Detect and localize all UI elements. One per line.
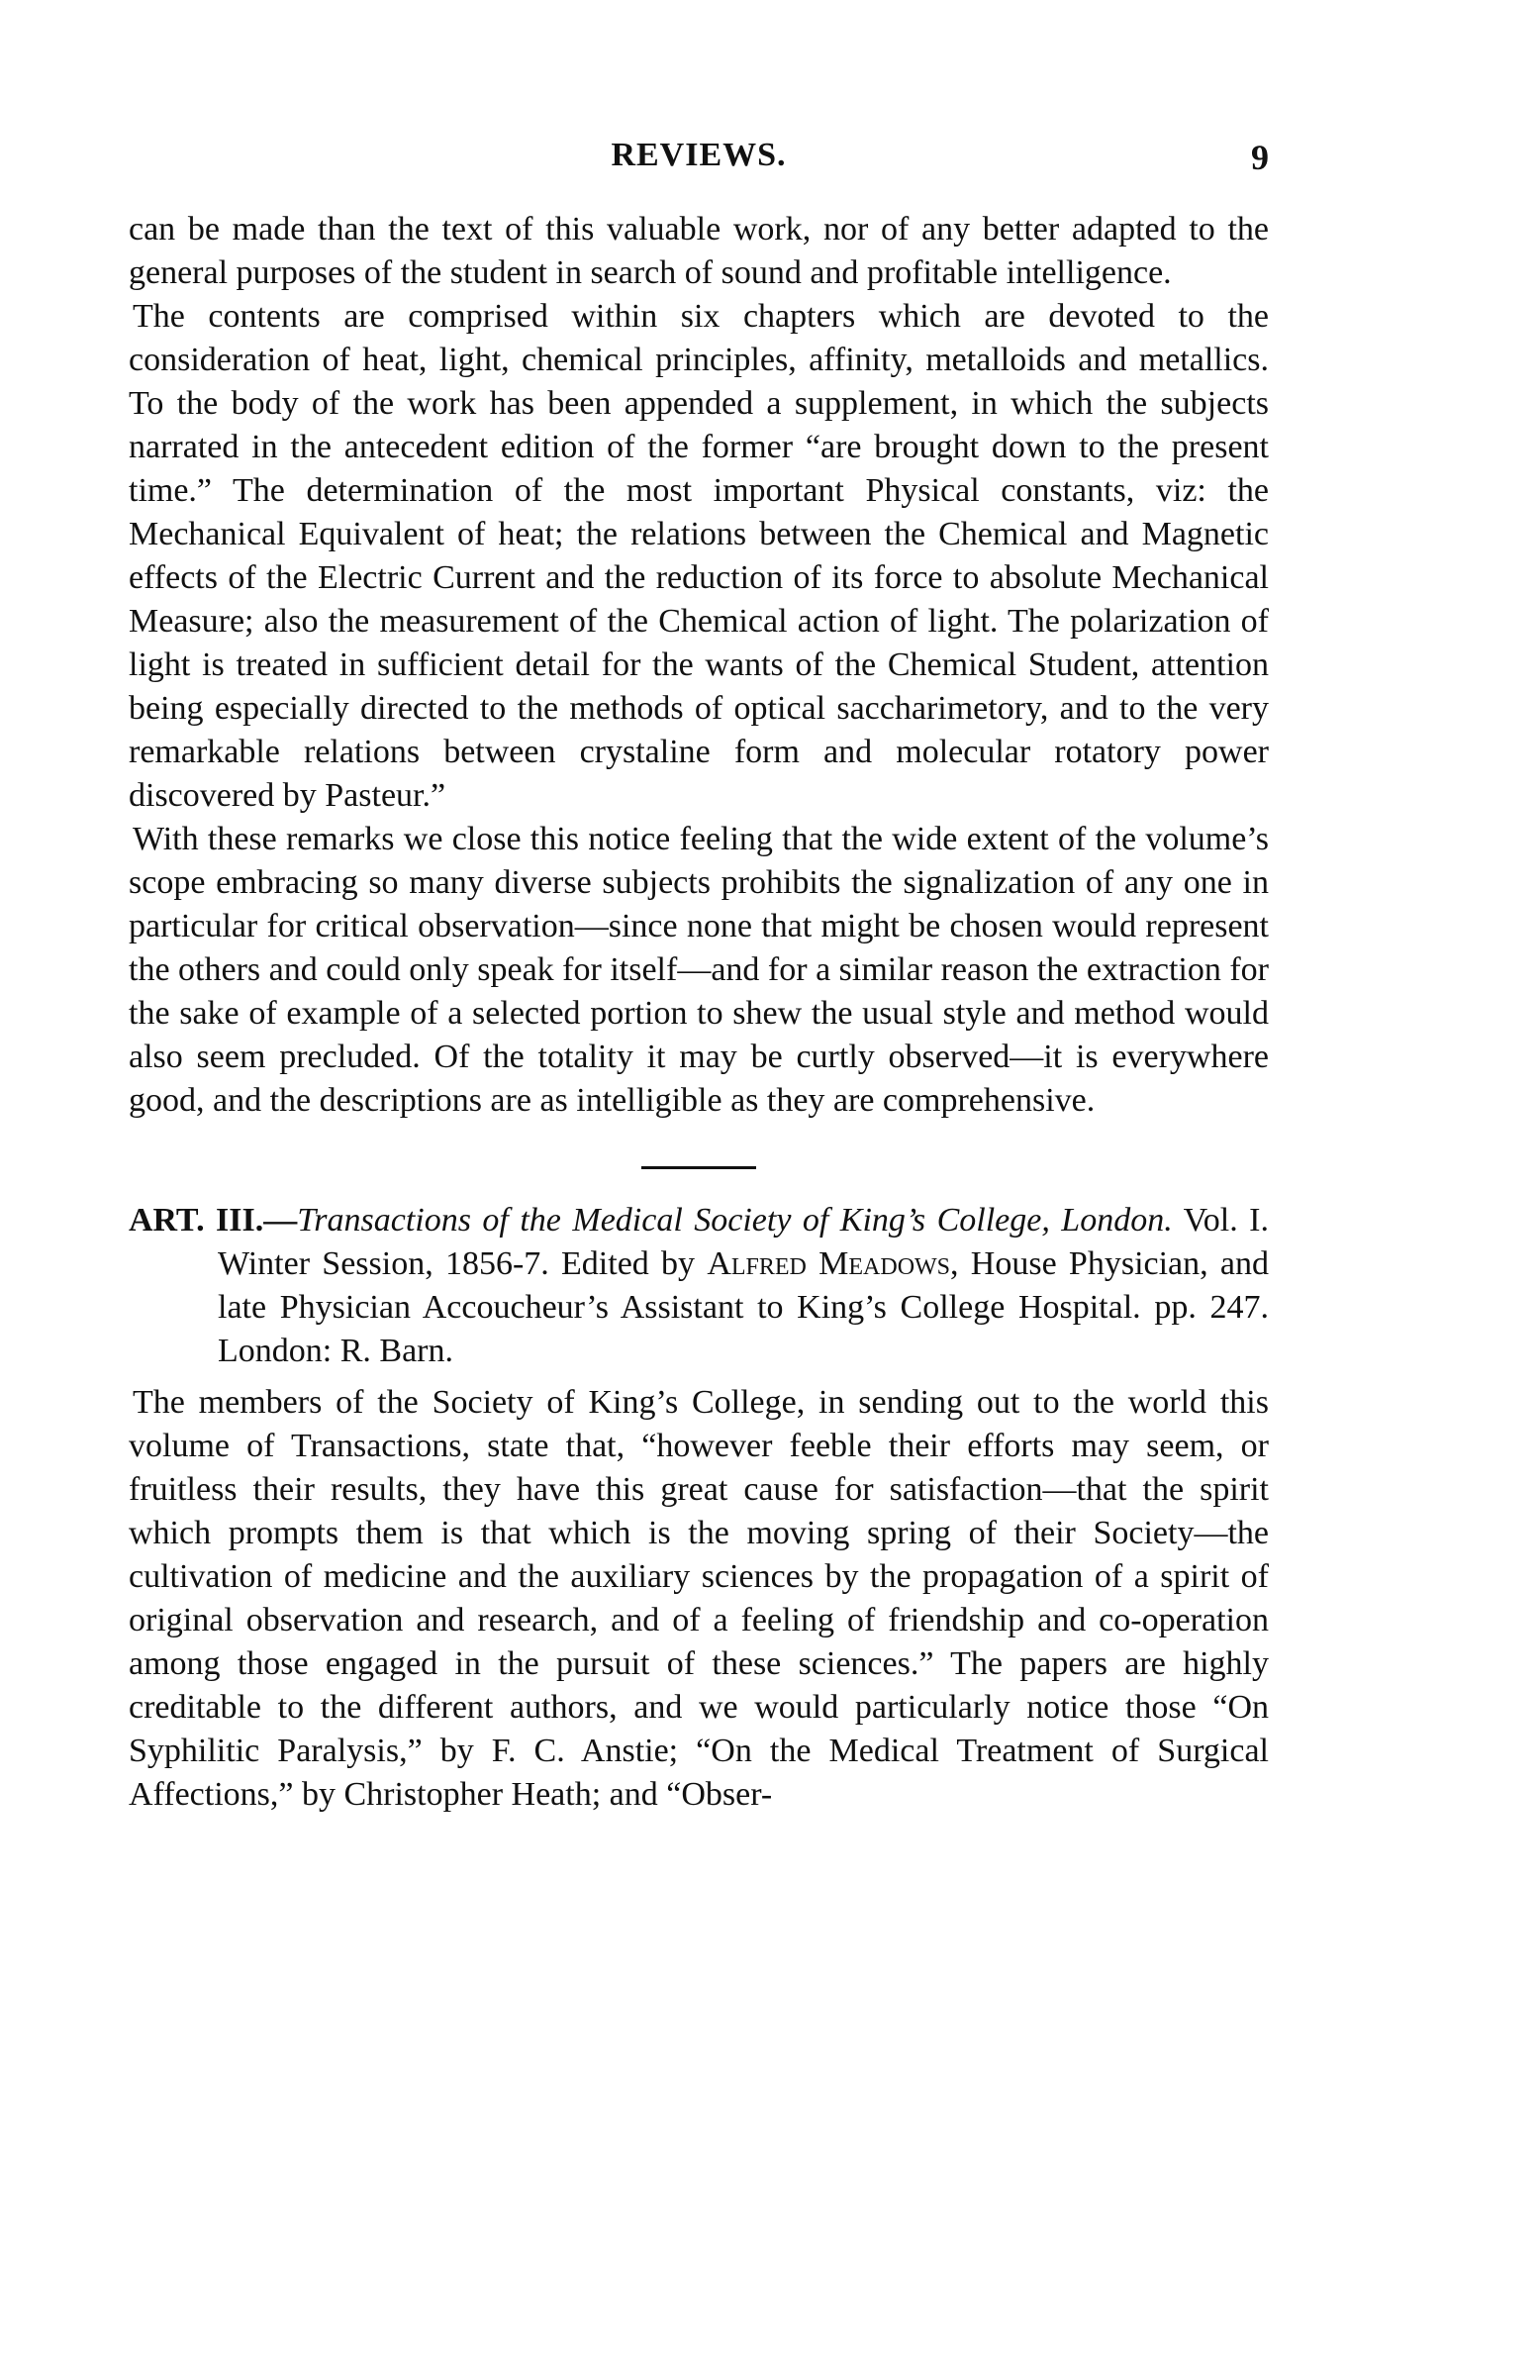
page-header (129, 137, 1269, 176)
paragraph-contents: The contents are comprised within six chapters which are devoted to the consideration of heat, light, chemical principles, affinity, metalloids and metallics. To the body of the work has been appended a supplement, in which the subjects narrated in the antecedent edition of the former “are brought down to the present time.” The determination of the most important Physical constants, viz: the Mechanical Equivalent of heat; the relations between the Chemical and Magnetic effects of the Electric Current and the reduction of its force to absolute Mechanical Measure; also the measurement of the Chemical action of light. The polarization of light is treated in sufficient detail for the wants of the Chemical Student, attention being especially directed to the methods of optical saccharimetory, and to the very remarkable relations between crystaline form and molecular rotatory power discovered by Pasteur.” (129, 298, 1269, 814)
article-label: ART. III.— (129, 1202, 298, 1239)
article-title: Transactions of the Medical Society of King’s College, London. (297, 1202, 1173, 1239)
page-number: 9 (1251, 138, 1269, 177)
page-body (129, 208, 1269, 1817)
article-heading (129, 1199, 1269, 1373)
article-details-2: House Physician, and late Physician Accoucheur’s Assistant to King’s College Hospital. pp. 247. London: R. Barn. (218, 1245, 1269, 1369)
article-details-1: Vol. I. Winter Session, 1856-7. Edited by (218, 1202, 1269, 1282)
paragraph-closing-remarks: With these remarks we close this notice feeling that the wide extent of the volume’s scope embracing so many diverse subjects prohibits the signalization of any one in particular for critical observation—since none that might be chosen would represent the others and could only speak for itself—and for a similar reason the extraction for the sake of example of a selected portion to shew the usual style and method would also seem precluded. Of the totality it may be curtly observed—it is everywhere good, and the descriptions are as intelligible as they are comprehensive. (129, 821, 1269, 1119)
paragraph-continuation: can be made than the text of this valuable work, nor of any better adapted to the general purposes of the student in search of sound and profitable intelligence. (129, 211, 1269, 291)
paragraph-review-body: The members of the Society of King’s College, in sending out to the world this volume of Transactions, state that, “however feeble their efforts may seem, or fruitless their results, they have this great cause for satisfaction—that the spirit which prompts them is that which is the moving spring of their Society—the cultivation of medicine and the auxiliary sciences by the propagation of a spirit of original observation and research, and of a feeling of friendship and co-operation among those engaged in the pursuit of these sciences.” The papers are highly creditable to the different authors, and we would particularly notice those “On Syphilitic Paralysis,” by F. C. Anstie; “On the Medical Treatment of Surgical Affections,” by Christopher Heath; and “Obser- (129, 1384, 1269, 1813)
section-divider (641, 1166, 756, 1169)
article-editor: Alfred Meadows, (707, 1245, 959, 1282)
running-title: REVIEWS. (611, 137, 787, 173)
